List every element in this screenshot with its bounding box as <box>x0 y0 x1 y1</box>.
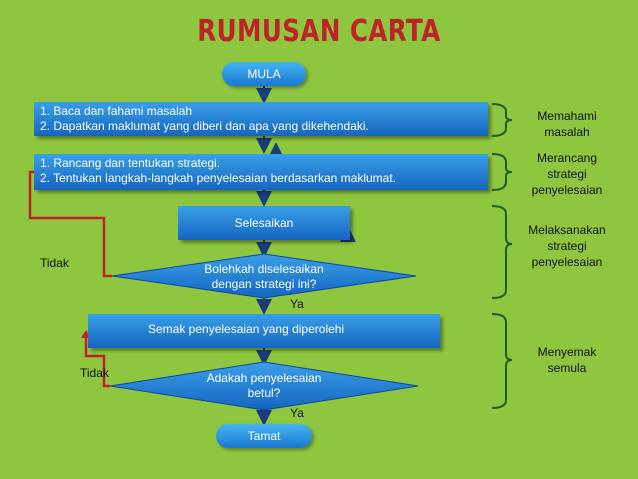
start-label: MULA <box>247 67 281 81</box>
step2-line-1: 1. Rancang dan tentukan strategi. <box>40 156 221 170</box>
page-title: RUMUSAN CARTA <box>197 14 441 49</box>
step1-box <box>34 102 488 136</box>
step2-line-2: 2. Tentukan langkah-langkah penyelesaian berdasarkan maklumat. <box>40 171 397 185</box>
side-execute-line-3: penyelesaian <box>531 255 603 269</box>
end-terminal <box>216 424 312 448</box>
start-terminal <box>222 62 306 86</box>
side-understand-line-2: masalah <box>544 125 590 139</box>
step1-line-2: 2. Dapatkan maklumat yang diberi dan apa yang dikehendaki. <box>40 119 369 133</box>
side-plan-line-3: penyelesaian <box>531 183 603 197</box>
bracket-review <box>492 314 512 408</box>
decision1-text <box>164 262 364 292</box>
solve-label: Selesaikan <box>234 216 294 230</box>
side-label-review <box>512 344 622 376</box>
step1-line-1: 1. Baca dan fahami masalah <box>40 104 193 118</box>
side-review-line-2: semula <box>547 361 587 375</box>
bracket-execute <box>492 206 512 298</box>
side-label-plan <box>512 150 622 198</box>
side-review-line-1: Menyemak <box>537 345 597 359</box>
end-label: Tamat <box>247 429 281 443</box>
side-label-understand <box>512 108 622 140</box>
side-execute-line-2: strategi <box>547 239 587 253</box>
side-label-execute <box>512 222 622 270</box>
side-execute-line-1: Melaksanakan <box>528 223 606 237</box>
check-label: Semak penyelesaian yang diperolehi <box>148 322 345 336</box>
step2-box <box>34 154 488 190</box>
yes-label-2: Ya <box>290 406 304 420</box>
decision1-line-2: dengan strategi ini? <box>211 277 317 291</box>
check-box <box>88 314 440 348</box>
decision2-line-1: Adakah penyelesaian <box>206 371 322 385</box>
bracket-understand <box>492 104 512 136</box>
side-plan-line-1: Merancang <box>536 151 598 165</box>
decision1-line-1: Bolehkah diselesaikan <box>204 262 324 276</box>
side-plan-line-2: strategi <box>547 167 587 181</box>
yes-label-1: Ya <box>290 297 304 311</box>
side-understand-line-1: Memahami <box>537 109 597 123</box>
decision2-line-2: betul? <box>247 386 281 400</box>
decision2-text <box>164 371 364 401</box>
no-label-2: Tidak <box>80 366 109 380</box>
no-label-1: Tidak <box>40 256 69 270</box>
solve-box <box>178 206 350 240</box>
bracket-plan <box>492 154 512 190</box>
